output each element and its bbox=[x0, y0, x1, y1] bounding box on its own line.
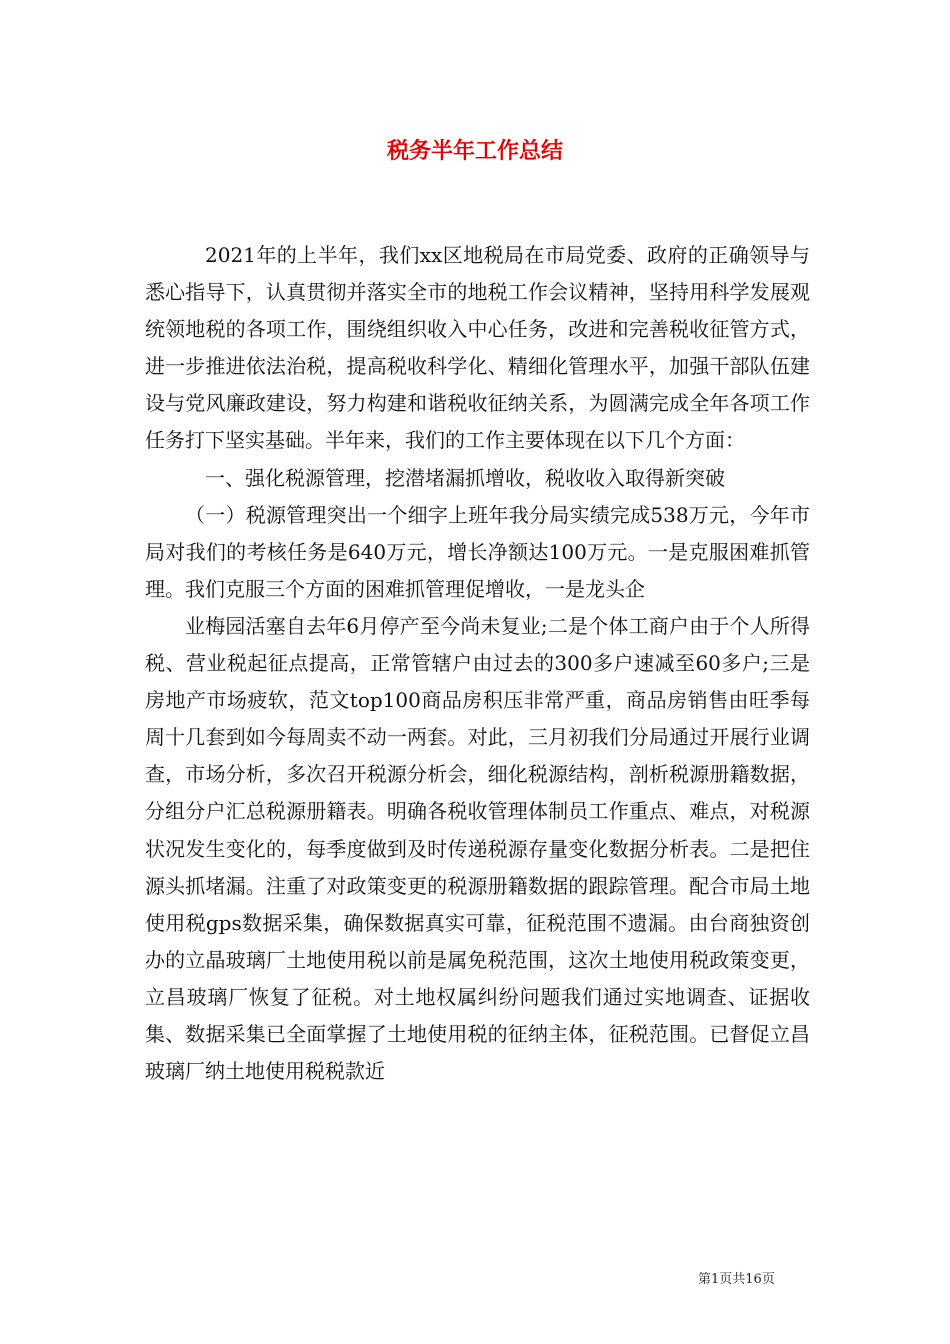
paragraph-intro: 2021年的上半年，我们xx区地税局在市局党委、政府的正确领导与悉心指导下，认真贯彻并落实全市的地税工作会议精神，坚持用科学发展观统领地税的各项工作，围绕组织收入中心任务，改进和完善税收征管方式，进一步推进依法治税，提高税收科学化、精细化管理水平，加强干部队伍建设与党风廉政建设，努力构建和谐税收征纳关系，为圆满完成全年各项工作任务打下坚实基础。半年来，我们的工作主要体现在以下几个方面： bbox=[145, 243, 810, 453]
document-title: 税务半年工作总结 bbox=[386, 138, 563, 164]
paragraph-continued: 业梅园活塞自去年6月停产至今尚未复业;二是个体工商户由于个人所得税、营业税起征点提高，正常管辖户由过去的300多户速减至60多户;三是房地产市场疲软，范文top100商品房积压非常严重，商品房销售由旺季每周十几套到如今每周卖不动一两套。对此，三月初我们分局通过开展行业调查，市场分析，多次召开税源分析会，细化税源结构，剖析税源册籍数据，分组分户汇总税源册籍表。明确各税收管理体制员工作重点、难点，对税源状况发生变化的，每季度做到及时传递税源存量变化数据分析表。二是把住源头抓堵漏。注重了对政策变更的税源册籍数据的跟踪管理。配合市局土地使用税gps数据采集，确保数据真实可靠，征税范围不遗漏。由台商独资创办的立晶玻璃厂土地使用税以前是属免税范围，这次土地使用税政策变更，立昌玻璃厂恢复了征税。对土地权属纠纷问题我们通过实地调查、证据收集、数据采集已全面掌握了土地使用税的征纳主体，征税范围。已督促立昌玻璃厂纳土地使用税税款近 bbox=[145, 613, 810, 1084]
paragraph-subsection-1: （一）税源管理突出一个细字上班年我分局实绩完成538万元，今年市局对我们的考核任务是640万元，增长净额达100万元。一是克服困难抓管理。我们克服三个方面的困难抓管理促增收，一是龙头企 bbox=[145, 502, 810, 601]
page-number-footer: 第1页共16页 bbox=[698, 1272, 775, 1287]
section-heading-1: 一、强化税源管理，挖潜堵漏抓增收，税收收入取得新突破 bbox=[205, 465, 725, 490]
document-body bbox=[145, 237, 810, 1090]
